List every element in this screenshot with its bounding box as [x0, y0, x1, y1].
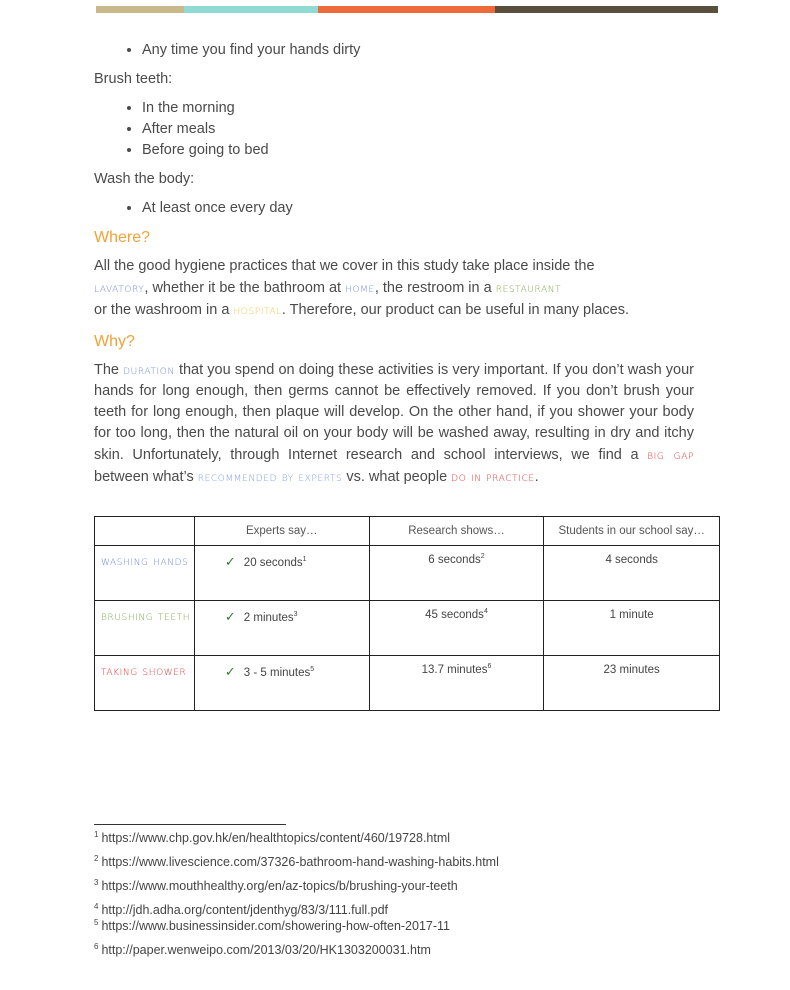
row-label-taking-shower: [95, 656, 195, 711]
keyword-big-gap: big gap: [647, 447, 694, 462]
why-text-2: that you spend on doing these activities is very important. If you don’t wash your hands for long enough, then germs cannot be effectively removed. If you don’t brush your teeth for long enough, then plaque will develop. On the other hand, if you shower your body for too long, then the natural oil on your body will be washed away, resulting in dry and itchy skin. Unfortunately, through Internet research and school interviews, we find a: [94, 362, 695, 463]
footnote-link[interactable]: https://www.mouthhealthy.org/en/az-topics/b/brushing-your-teeth: [101, 879, 458, 893]
footnote-ref: 2: [480, 553, 485, 561]
expert-value: 3 - 5 minutes: [243, 667, 311, 679]
footnote-ref: 6: [487, 663, 492, 671]
footnote-number: 1: [94, 829, 99, 839]
row-label-washing-hands: [95, 546, 195, 601]
row-label-text: washing hands: [101, 553, 189, 568]
keyword-hospital: hospital: [233, 302, 282, 317]
bar-segment-teal: [184, 6, 318, 13]
footnote-item: [94, 918, 499, 934]
footnote-item: [94, 878, 499, 894]
keyword-restaurant: restaurant: [495, 280, 562, 295]
footnote-link[interactable]: https://www.chp.gov.hk/en/healthtopics/content/460/19728.html: [101, 831, 451, 845]
footnote-number: 6: [94, 941, 99, 951]
document-body: [94, 40, 694, 488]
footnote-ref: 4: [483, 608, 488, 616]
keyword-duration: duration: [123, 362, 175, 377]
students-cell: 4 seconds: [544, 546, 720, 601]
footnote-ref: 5: [310, 666, 315, 674]
footnote-ref: 1: [302, 556, 307, 564]
students-cell: 1 minute: [544, 601, 720, 656]
table-row: [95, 656, 720, 711]
footnote-link[interactable]: http://jdh.adha.org/content/jdenthyg/83/3/111.full.pdf: [101, 903, 389, 917]
students-cell: 23 minutes: [544, 656, 720, 711]
wash-list: [94, 198, 694, 219]
footnote-item: [94, 854, 499, 870]
keyword-lavatory: lavatory: [94, 280, 145, 295]
where-paragraph: [94, 256, 694, 321]
where-text-5: . Therefore, our product can be useful in many places.: [281, 302, 629, 318]
footnote-number: 4: [94, 901, 99, 911]
where-text-1: All the good hygiene practices that we cover in this study take place inside the: [94, 258, 595, 274]
header-cell-students: Students in our school say…: [544, 517, 720, 546]
why-paragraph: [94, 359, 694, 488]
table-header-row: [95, 517, 720, 546]
research-cell: [369, 601, 544, 656]
header-cell-research: Research shows…: [369, 517, 544, 546]
top-color-bar: [96, 6, 718, 13]
list-item: • In the morning: [142, 98, 694, 119]
footnote-item: [94, 902, 499, 918]
brush-label: Brush teeth:: [94, 71, 173, 87]
footnote-number: 3: [94, 877, 99, 887]
check-icon: ✓: [224, 609, 236, 624]
footnote-link[interactable]: http://paper.wenweipo.com/2013/03/20/HK1303200031.htm: [101, 943, 431, 957]
check-icon: ✓: [224, 664, 236, 679]
expert-cell: [194, 601, 369, 656]
footnote-link[interactable]: https://www.livescience.com/37326-bathroom-hand-washing-habits.html: [101, 855, 499, 869]
list-item: • Before going to bed: [142, 140, 694, 161]
expert-cell: [194, 656, 369, 711]
check-icon: ✓: [224, 554, 236, 569]
header-cell-experts: Experts say…: [194, 517, 369, 546]
keyword-recommended: recommended by experts: [197, 469, 343, 484]
research-value: 13.7 minutes: [421, 664, 488, 676]
why-text-5: .: [534, 469, 539, 485]
comparison-table: [94, 516, 720, 711]
expert-value: 2 minutes: [243, 612, 294, 624]
why-text-3: between what’s: [94, 469, 194, 485]
where-text-3: , the restroom in a: [374, 280, 492, 296]
row-label-brushing-teeth: [95, 601, 195, 656]
header-cell-empty: [95, 517, 195, 546]
bar-segment-tan: [96, 6, 184, 13]
expert-cell: [194, 546, 369, 601]
footnotes: [94, 830, 499, 966]
wash-label: Wash the body:: [94, 171, 195, 187]
where-text-2: , whether it be the bathroom at: [144, 280, 342, 296]
hands-list: [94, 40, 694, 61]
footnote-item: [94, 830, 499, 846]
table-row: [95, 546, 720, 601]
footnote-link[interactable]: https://www.businessinsider.com/showering-how-often-2017-11: [101, 919, 451, 933]
research-value: 45 seconds: [425, 609, 484, 621]
why-text-1: The: [94, 362, 119, 378]
why-heading: Why?: [94, 333, 135, 350]
bar-segment-orange: [318, 6, 495, 13]
footnote-number: 5: [94, 917, 99, 927]
row-label-text: brushing teeth: [101, 608, 191, 623]
list-item: • Any time you find your hands dirty: [142, 40, 694, 61]
bar-segment-brown: [495, 6, 718, 13]
list-item: • At least once every day: [142, 198, 694, 219]
brush-list: [94, 98, 694, 161]
table-row: [95, 601, 720, 656]
footnote-separator: [94, 824, 286, 825]
why-text-4: vs. what people: [346, 469, 448, 485]
footnote-item: [94, 942, 499, 958]
footnote-ref: 3: [293, 611, 298, 619]
footnote-number: 2: [94, 853, 99, 863]
research-cell: [369, 656, 544, 711]
keyword-practice: do in practice: [451, 469, 535, 484]
list-item: • After meals: [142, 119, 694, 140]
research-value: 6 seconds: [428, 554, 481, 566]
research-cell: [369, 546, 544, 601]
where-heading: Where?: [94, 229, 151, 246]
row-label-text: taking shower: [101, 663, 187, 678]
expert-value: 20 seconds: [243, 557, 303, 569]
keyword-home: home: [345, 280, 375, 295]
where-text-4: or the washroom in a: [94, 302, 230, 318]
